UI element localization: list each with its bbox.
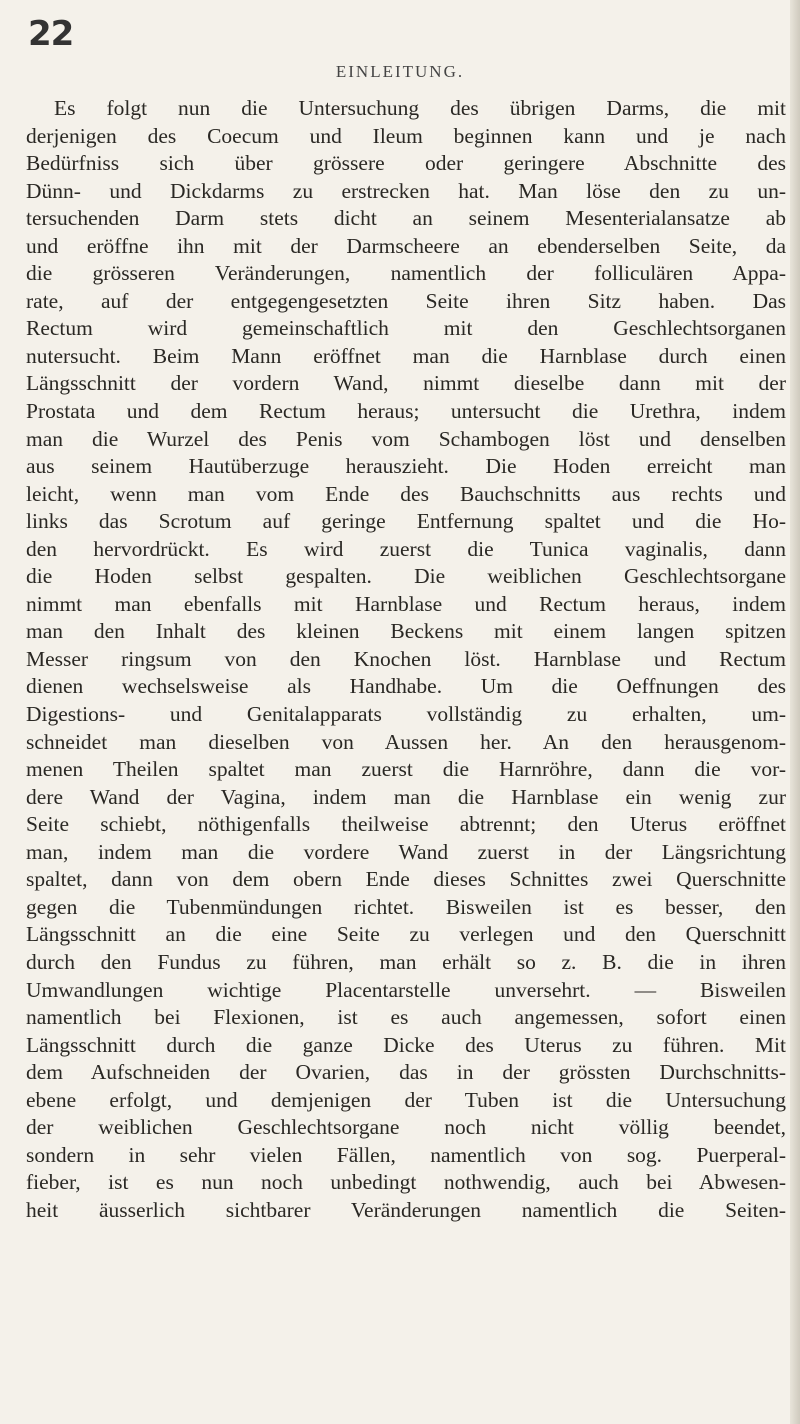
text-line: nutersucht. Beim Mann eröffnet man die Harnblase durch einen [26,343,786,368]
text-line: ebene erfolgt, und demjenigen der Tuben ist die Untersuchung [26,1087,786,1112]
text-line: Längsschnitt an die eine Seite zu verlegen und den Querschnitt [26,922,786,947]
text-line: die grösseren Veränderungen, namentlich der folliculären Appa- [26,261,786,286]
text-line: Bedürfniss sich über grössere oder geringere Abschnitte des [26,151,786,176]
page-number: 22 [28,14,74,54]
text-line: Digestions- und Genitalapparats vollständig zu erhalten, um- [26,702,786,727]
text-line: gegen die Tubenmündungen richtet. Bisweilen ist es besser, den [26,894,786,919]
text-line: tersuchenden Darm stets dicht an seinem Mesenterialansatze ab [26,206,786,231]
text-line: Längsschnitt durch die ganze Dicke des Uterus zu führen. Mit [26,1032,786,1057]
page-edge-shadow [790,0,800,1424]
text-line: sondern in sehr vielen Fällen, namentlich von sog. Puerperal- [26,1142,786,1167]
text-line: der weiblichen Geschlechtsorgane noch nicht völlig beendet, [26,1115,786,1140]
text-line: derjenigen des Coecum und Ileum beginnen kann und je nach [26,123,786,148]
text-line: dere Wand der Vagina, indem man die Harnblase ein wenig zur [26,784,786,809]
text-line: namentlich bei Flexionen, ist es auch angemessen, sofort einen [26,1005,786,1030]
text-line: die Hoden selbst gespalten. Die weiblichen Geschlechtsorgane [26,564,786,589]
text-line: dienen wechselsweise als Handhabe. Um die Oeffnungen des [26,674,786,699]
text-line: man den Inhalt des kleinen Beckens mit einem langen spitzen [26,619,786,644]
text-line: fieber, ist es nun noch unbedingt nothwendig, auch bei Abwesen- [26,1170,786,1195]
text-line: Seite schiebt, nöthigenfalls theilweise abtrennt; den Uterus eröffnet [26,812,786,837]
text-line: Rectum wird gemeinschaftlich mit den Geschlechtsorganen [26,316,786,341]
text-line: links das Scrotum auf geringe Entfernung spaltet und die Ho- [26,509,786,534]
text-line: Dünn- und Dickdarms zu erstrecken hat. Man löse den zu un- [26,178,786,203]
text-line: den hervordrückt. Es wird zuerst die Tunica vaginalis, dann [26,536,786,561]
text-line: Prostata und dem Rectum heraus; untersucht die Urethra, indem [26,399,786,424]
text-line: menen Theilen spaltet man zuerst die Harnröhre, dann die vor- [26,757,786,782]
text-line: Messer ringsum von den Knochen löst. Harnblase und Rectum [26,646,786,671]
text-line: Umwandlungen wichtige Placentarstelle unversehrt. — Bisweilen [26,977,786,1002]
text-line: spaltet, dann von dem obern Ende dieses Schnittes zwei Querschnitte [26,867,786,892]
text-line: schneidet man dieselben von Aussen her. An den herausgenom- [26,729,786,754]
text-line: dem Aufschneiden der Ovarien, das in der grössten Durchschnitts- [26,1060,786,1085]
text-line: rate, auf der entgegengesetzten Seite ihren Sitz haben. Das [26,288,786,313]
text-line: durch den Fundus zu führen, man erhält so z. B. die in ihren [26,949,786,974]
text-line: und eröffne ihn mit der Darmscheere an ebenderselben Seite, da [26,233,786,258]
text-line: man, indem man die vordere Wand zuerst in der Längsrichtung [26,839,786,864]
text-line: Längsschnitt der vordern Wand, nimmt dieselbe dann mit der [26,371,786,396]
text-line: Es folgt nun die Untersuchung des übrigen Darms, die mit [54,96,786,120]
text-line: nimmt man ebenfalls mit Harnblase und Rectum heraus, indem [26,591,786,616]
text-line: heit äusserlich sichtbarer Veränderungen namentlich die Seiten- [26,1197,786,1222]
text-line: leicht, wenn man vom Ende des Bauchschnitts aus rechts und [26,481,786,506]
text-line: man die Wurzel des Penis vom Schambogen löst und denselben [26,426,786,451]
text-line: aus seinem Hautüberzuge herauszieht. Die Hoden erreicht man [26,454,786,479]
running-head: EINLEITUNG. [335,62,465,81]
body-text [26,95,786,1224]
